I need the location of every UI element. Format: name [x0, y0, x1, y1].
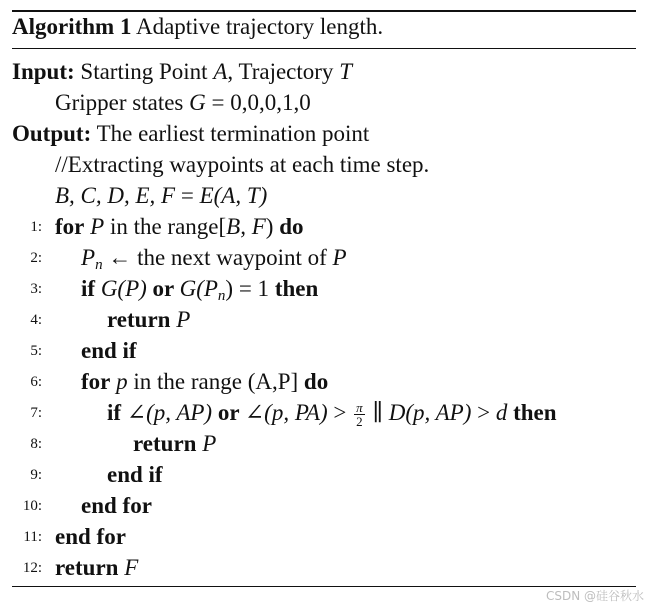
output-line [12, 118, 369, 149]
kw-end-for: end for [55, 524, 126, 549]
expr-GPn: G(P [179, 276, 218, 301]
line-number-1: 1: [30, 219, 42, 235]
line-number-2: 2: [30, 250, 42, 266]
kw-if: if [107, 400, 122, 425]
algo-line-10 [81, 490, 152, 521]
line-number-11: 11: [23, 529, 42, 545]
var-P: P [202, 431, 217, 456]
line-number-12: 12: [22, 560, 42, 576]
line-number-5: 5: [30, 343, 42, 359]
text-next-waypoint: ← the next waypoint of [102, 245, 333, 270]
text-close: ) [265, 214, 280, 239]
var-F: F [124, 555, 139, 580]
mid-rule [12, 48, 636, 49]
kw-or: or [212, 400, 245, 425]
expr-angle-AP: ∠(p, AP) [126, 400, 213, 425]
subscript-n: n [217, 288, 226, 304]
algo-line-3 [81, 273, 318, 304]
var-p: p [116, 369, 128, 394]
algo-line-5 [81, 335, 137, 366]
algorithm-label: Algorithm 1 [12, 14, 132, 39]
watermark-text: CSDN @硅谷秋水 [545, 589, 644, 603]
line-number-6: 6: [30, 374, 42, 390]
line-number-7: 7: [30, 405, 42, 421]
fraction-numerator: π [356, 400, 363, 416]
kw-end-if: end if [107, 462, 163, 487]
kw-return: return [107, 307, 171, 332]
var-P: P [176, 307, 191, 332]
kw-if: if [81, 276, 96, 301]
gripper-var-G: G [189, 90, 206, 115]
algo-line-1 [55, 211, 304, 242]
var-BF: B, F [226, 214, 266, 239]
extract-line [55, 180, 267, 211]
expr-angle-PA: ∠(p, PA) [244, 400, 328, 425]
var-P: P [90, 214, 105, 239]
gripper-text: Gripper states [55, 90, 190, 115]
line-number-4: 4: [30, 312, 42, 328]
kw-for: for [81, 369, 111, 394]
kw-then: then [513, 400, 557, 425]
gripper-value: = 0,0,0,1,0 [205, 90, 311, 115]
line-number-8: 8: [30, 436, 42, 452]
input-text-1: Starting Point [80, 59, 214, 84]
input-var-T: T [339, 59, 352, 84]
kw-end-for: end for [81, 493, 152, 518]
text-gt: > [471, 400, 496, 425]
comment-line [55, 149, 429, 180]
text-range: in the range (A,P] [127, 369, 304, 394]
line-number-10: 10: [22, 498, 42, 514]
input-keyword: Input: [12, 59, 75, 84]
algorithm-name: Adaptive trajectory length. [135, 14, 384, 39]
line-number-3: 3: [30, 281, 42, 297]
kw-do: do [279, 214, 304, 239]
text-range: in the range[ [104, 214, 227, 239]
var-d: d [495, 400, 508, 425]
algo-line-6 [81, 366, 328, 397]
kw-end-if: end if [81, 338, 137, 363]
line-number-9: 9: [30, 467, 42, 483]
comment-text: //Extracting waypoints at each time step. [55, 152, 430, 177]
kw-return: return [55, 555, 119, 580]
fraction-denominator: 2 [356, 414, 363, 430]
text-gt: > [327, 400, 353, 425]
expr-distance: D(p, AP) [388, 400, 472, 425]
kw-then: then [274, 276, 319, 301]
kw-do: do [303, 369, 329, 394]
algo-line-12 [55, 552, 138, 583]
kw-or: or [146, 276, 180, 301]
input-var-A: A [213, 59, 228, 84]
algo-line-2 [81, 242, 347, 273]
fraction-pi-over-2 [354, 401, 365, 428]
var-P: P [332, 245, 347, 270]
algorithm-title [12, 14, 383, 40]
algo-line-8 [133, 428, 216, 459]
text-eq-1: ) = 1 [225, 276, 275, 301]
expr-GP: G(P) [100, 276, 147, 301]
var-Pn: P [81, 245, 96, 270]
input-text-2: , Trajectory [227, 59, 340, 84]
algo-line-7 [107, 397, 557, 428]
extract-rhs: E(A, T) [199, 183, 268, 208]
gripper-line [55, 87, 311, 118]
subscript-n: n [95, 257, 103, 273]
algo-line-11 [55, 521, 126, 552]
kw-return: return [133, 431, 197, 456]
top-rule [12, 10, 636, 12]
bottom-rule [12, 586, 636, 587]
input-line [12, 56, 352, 87]
text-parallel: ∥ [366, 400, 389, 425]
output-text: The earliest termination point [96, 121, 370, 146]
kw-for: for [55, 214, 85, 239]
output-keyword: Output: [12, 121, 92, 146]
extract-lhs: B, C, D, E, F [55, 183, 176, 208]
algo-line-9 [107, 459, 163, 490]
algo-line-4 [107, 304, 190, 335]
extract-eq: = [175, 183, 200, 208]
